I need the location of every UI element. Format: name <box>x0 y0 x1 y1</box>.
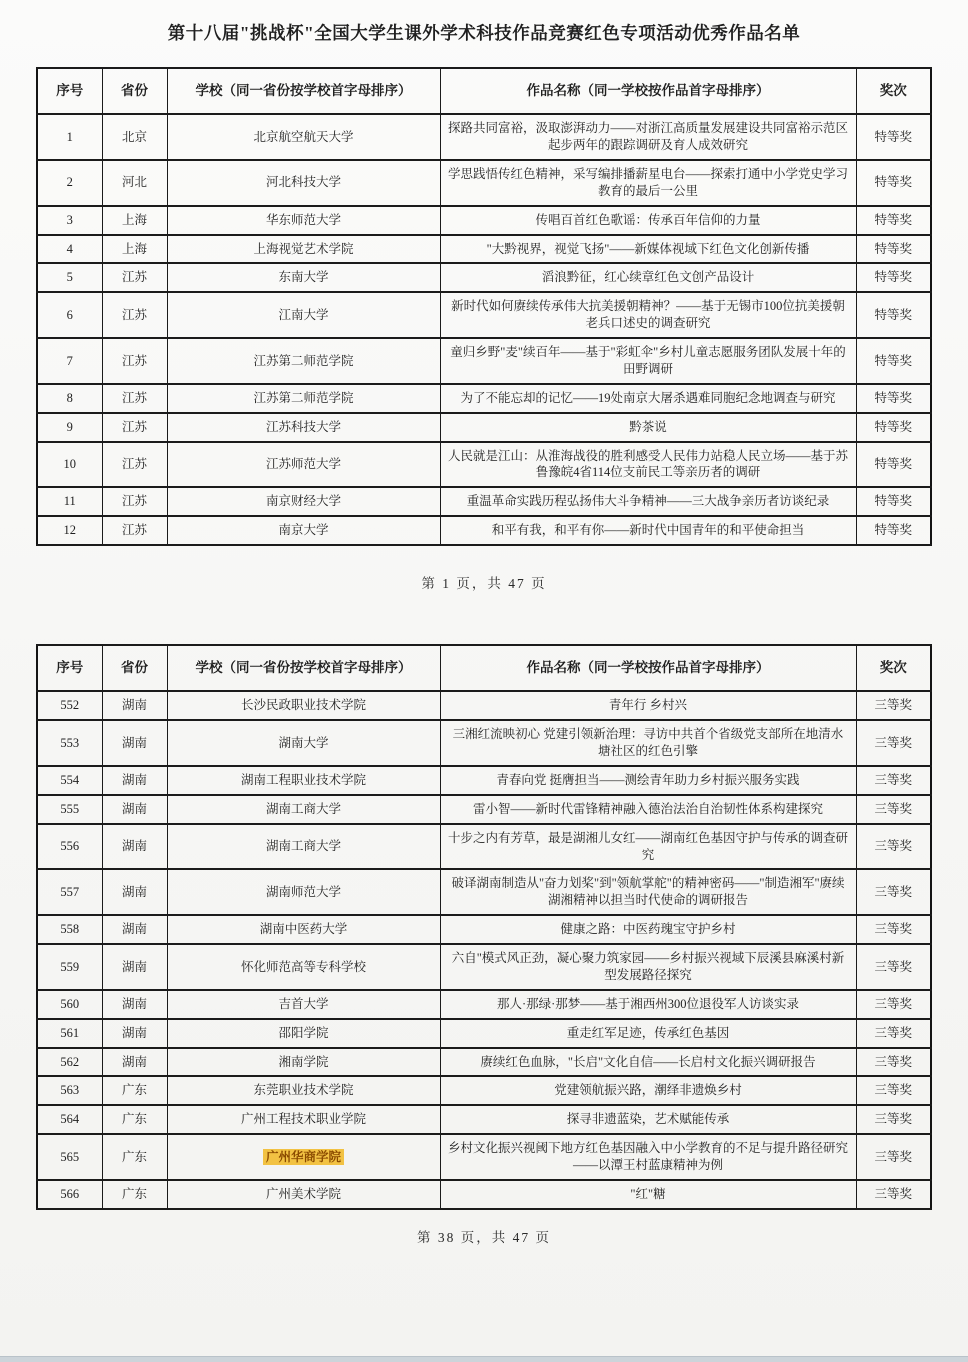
highlighted-school: 广州华商学院 <box>263 1149 344 1165</box>
cell-no: 558 <box>37 915 102 944</box>
table-row <box>37 691 931 720</box>
table-row <box>37 442 931 488</box>
cell-no: 566 <box>37 1180 102 1209</box>
table-row <box>37 766 931 795</box>
table-row <box>37 235 931 264</box>
table-row <box>37 1134 931 1180</box>
cell-province: 上海 <box>102 206 167 235</box>
cell-work: 那人·那绿·那梦——基于湘西州300位退役军人访谈实录 <box>440 990 856 1019</box>
cell-school: 南京财经大学 <box>167 487 440 516</box>
table-header <box>37 68 931 114</box>
cell-province: 江苏 <box>102 442 167 488</box>
table-row <box>37 915 931 944</box>
cell-work: 学思践悟传红色精神，采写编排播薪星电台——探索打通中小学党史学习教育的最后一公里 <box>440 160 856 206</box>
cell-school: 江苏师范大学 <box>167 442 440 488</box>
cell-award: 特等奖 <box>856 413 931 442</box>
cell-school <box>167 1134 440 1180</box>
header-school: 学校（同一省份按学校首字母排序） <box>167 645 440 691</box>
cell-award: 特等奖 <box>856 160 931 206</box>
cell-no: 5 <box>37 263 102 292</box>
award-table-page38 <box>36 644 932 1210</box>
cell-award: 特等奖 <box>856 384 931 413</box>
page-number-footer-1: 第 1 页，共 47 页 <box>421 576 547 592</box>
cell-work: 赓续红色血脉，"长启"文化自信——长启村文化振兴调研报告 <box>440 1048 856 1077</box>
cell-school: 长沙民政职业技术学院 <box>167 691 440 720</box>
cell-work: "红"糖 <box>440 1180 856 1209</box>
cell-province: 广东 <box>102 1076 167 1105</box>
header-work: 作品名称（同一学校按作品首字母排序） <box>440 645 856 691</box>
table-row <box>37 384 931 413</box>
cell-province: 江苏 <box>102 516 167 545</box>
header-no: 序号 <box>37 68 102 114</box>
cell-award: 三等奖 <box>856 1180 931 1209</box>
cell-work: 探路共同富裕，汲取澎湃动力——对浙江高质量发展建设共同富裕示范区起步两年的跟踪调研及育人成效研究 <box>440 114 856 160</box>
cell-school: 江苏第二师范学院 <box>167 338 440 384</box>
cell-school: 南京大学 <box>167 516 440 545</box>
cell-award: 特等奖 <box>856 487 931 516</box>
document-title: 第十八届"挑战杯"全国大学生课外学术科技作品竞赛红色专项活动优秀作品名单 <box>167 23 801 43</box>
cell-award: 特等奖 <box>856 292 931 338</box>
cell-work: 十步之内有芳草，最是湖湘儿女红——湖南红色基因守护与传承的调查研究 <box>440 824 856 870</box>
cell-work: 传唱百首红色歌谣：传承百年信仰的力量 <box>440 206 856 235</box>
cell-province: 江苏 <box>102 292 167 338</box>
header-award: 奖次 <box>856 68 931 114</box>
cell-award: 三等奖 <box>856 869 931 915</box>
table-row <box>37 206 931 235</box>
cell-work: 新时代如何赓续传承伟大抗美援朝精神？——基于无锡市100位抗美援朝老兵口述史的调查研究 <box>440 292 856 338</box>
cell-no: 6 <box>37 292 102 338</box>
cell-school: 湖南工商大学 <box>167 795 440 824</box>
screenshot-bottom-edge <box>0 1356 968 1362</box>
cell-province: 湖南 <box>102 795 167 824</box>
table-body-page38 <box>37 691 931 1209</box>
cell-no: 553 <box>37 720 102 766</box>
cell-province: 湖南 <box>102 766 167 795</box>
cell-no: 560 <box>37 990 102 1019</box>
cell-no: 562 <box>37 1048 102 1077</box>
cell-no: 2 <box>37 160 102 206</box>
cell-province: 湖南 <box>102 1019 167 1048</box>
cell-work: 雷小智——新时代雷锋精神融入德治法治自治韧性体系构建探究 <box>440 795 856 824</box>
cell-no: 563 <box>37 1076 102 1105</box>
cell-province: 广东 <box>102 1105 167 1134</box>
table-header <box>37 645 931 691</box>
cell-no: 555 <box>37 795 102 824</box>
cell-school: 北京航空航天大学 <box>167 114 440 160</box>
cell-award: 特等奖 <box>856 338 931 384</box>
cell-work: 重走红军足迹，传承红色基因 <box>440 1019 856 1048</box>
cell-school: 东南大学 <box>167 263 440 292</box>
cell-no: 11 <box>37 487 102 516</box>
cell-award: 三等奖 <box>856 691 931 720</box>
table-row <box>37 1105 931 1134</box>
cell-province: 湖南 <box>102 990 167 1019</box>
table-row <box>37 338 931 384</box>
cell-work: "大黔视界，视觉飞扬"——新媒体视域下红色文化创新传播 <box>440 235 856 264</box>
cell-province: 湖南 <box>102 824 167 870</box>
cell-school: 怀化师范高等专科学校 <box>167 944 440 990</box>
cell-award: 三等奖 <box>856 795 931 824</box>
cell-school: 东莞职业技术学院 <box>167 1076 440 1105</box>
cell-no: 4 <box>37 235 102 264</box>
cell-no: 10 <box>37 442 102 488</box>
cell-no: 9 <box>37 413 102 442</box>
cell-school: 广州美术学院 <box>167 1180 440 1209</box>
cell-school: 江南大学 <box>167 292 440 338</box>
cell-school: 江苏第二师范学院 <box>167 384 440 413</box>
cell-work: 探寻非遗蓝染，艺术赋能传承 <box>440 1105 856 1134</box>
table-body-page1 <box>37 114 931 545</box>
page-number-footer-2: 第 38 页，共 47 页 <box>417 1229 551 1245</box>
cell-province: 湖南 <box>102 915 167 944</box>
cell-province: 江苏 <box>102 338 167 384</box>
cell-award: 特等奖 <box>856 235 931 264</box>
cell-province: 北京 <box>102 114 167 160</box>
header-work: 作品名称（同一学校按作品首字母排序） <box>440 68 856 114</box>
cell-award: 特等奖 <box>856 263 931 292</box>
cell-award: 三等奖 <box>856 915 931 944</box>
cell-province: 上海 <box>102 235 167 264</box>
table-row <box>37 1048 931 1077</box>
header-province: 省份 <box>102 68 167 114</box>
cell-school: 华东师范大学 <box>167 206 440 235</box>
cell-work: 人民就是江山：从淮海战役的胜利感受人民伟力站稳人民立场——基于苏鲁豫皖4省114位支前民工等亲历者的调研 <box>440 442 856 488</box>
table-row <box>37 869 931 915</box>
cell-award: 三等奖 <box>856 1048 931 1077</box>
cell-province: 湖南 <box>102 869 167 915</box>
cell-school: 湖南中医药大学 <box>167 915 440 944</box>
cell-province: 湖南 <box>102 1048 167 1077</box>
cell-province: 江苏 <box>102 263 167 292</box>
cell-province: 广东 <box>102 1180 167 1209</box>
table-row <box>37 795 931 824</box>
table-row <box>37 413 931 442</box>
cell-no: 554 <box>37 766 102 795</box>
cell-no: 564 <box>37 1105 102 1134</box>
cell-award: 三等奖 <box>856 1134 931 1180</box>
cell-province: 湖南 <box>102 691 167 720</box>
table-row <box>37 944 931 990</box>
cell-work: 青年行 乡村兴 <box>440 691 856 720</box>
cell-school: 上海视觉艺术学院 <box>167 235 440 264</box>
table-row <box>37 1019 931 1048</box>
table-row <box>37 114 931 160</box>
cell-school: 湖南师范大学 <box>167 869 440 915</box>
table-row <box>37 516 931 545</box>
cell-no: 559 <box>37 944 102 990</box>
cell-award: 特等奖 <box>856 442 931 488</box>
cell-award: 三等奖 <box>856 720 931 766</box>
table-row <box>37 263 931 292</box>
table-row <box>37 160 931 206</box>
cell-work: 破译湖南制造从"奋力划桨"到"领航掌舵"的精神密码——"制造湘军"赓续湖湘精神以担当时代使命的调研报告 <box>440 869 856 915</box>
cell-no: 561 <box>37 1019 102 1048</box>
cell-work: 乡村文化振兴视阈下地方红色基因融入中小学教育的不足与提升路径研究——以潭王村蓝康精神为例 <box>440 1134 856 1180</box>
cell-work: 为了不能忘却的记忆——19处南京大屠杀遇难同胞纪念地调查与研究 <box>440 384 856 413</box>
cell-school: 吉首大学 <box>167 990 440 1019</box>
cell-school: 河北科技大学 <box>167 160 440 206</box>
header-province: 省份 <box>102 645 167 691</box>
cell-province: 河北 <box>102 160 167 206</box>
cell-award: 三等奖 <box>856 1105 931 1134</box>
cell-work: 和平有我，和平有你——新时代中国青年的和平使命担当 <box>440 516 856 545</box>
cell-work: 青春向党 挺膺担当——测绘青年助力乡村振兴服务实践 <box>440 766 856 795</box>
cell-province: 江苏 <box>102 487 167 516</box>
cell-work: 滔浪黔征，红心续章红色文创产品设计 <box>440 263 856 292</box>
cell-no: 556 <box>37 824 102 870</box>
cell-no: 557 <box>37 869 102 915</box>
header-no: 序号 <box>37 645 102 691</box>
table-row <box>37 1180 931 1209</box>
cell-award: 三等奖 <box>856 1076 931 1105</box>
cell-school: 邵阳学院 <box>167 1019 440 1048</box>
cell-province: 广东 <box>102 1134 167 1180</box>
page-gap <box>0 592 968 644</box>
cell-award: 特等奖 <box>856 206 931 235</box>
cell-award: 三等奖 <box>856 944 931 990</box>
cell-award: 三等奖 <box>856 766 931 795</box>
cell-award: 三等奖 <box>856 990 931 1019</box>
cell-no: 7 <box>37 338 102 384</box>
cell-award: 特等奖 <box>856 114 931 160</box>
header-school: 学校（同一省份按学校首字母排序） <box>167 68 440 114</box>
cell-work: 六自"模式风正劲，凝心聚力筑家园——乡村振兴视域下辰溪县麻溪村新型发展路径探究 <box>440 944 856 990</box>
cell-no: 12 <box>37 516 102 545</box>
cell-school: 江苏科技大学 <box>167 413 440 442</box>
header-award: 奖次 <box>856 645 931 691</box>
cell-school: 湖南大学 <box>167 720 440 766</box>
cell-award: 三等奖 <box>856 824 931 870</box>
table-row <box>37 1076 931 1105</box>
cell-no: 3 <box>37 206 102 235</box>
cell-no: 565 <box>37 1134 102 1180</box>
cell-work: 健康之路：中医药瑰宝守护乡村 <box>440 915 856 944</box>
table-row <box>37 720 931 766</box>
header-row <box>37 645 931 691</box>
cell-province: 湖南 <box>102 944 167 990</box>
cell-work: 童归乡野"麦"续百年——基于"彩虹伞"乡村儿童志愿服务团队发展十年的田野调研 <box>440 338 856 384</box>
cell-award: 三等奖 <box>856 1019 931 1048</box>
cell-province: 湖南 <box>102 720 167 766</box>
table-row <box>37 990 931 1019</box>
cell-no: 8 <box>37 384 102 413</box>
cell-school: 湖南工商大学 <box>167 824 440 870</box>
cell-school: 广州工程技术职业学院 <box>167 1105 440 1134</box>
award-table-page1 <box>36 67 932 546</box>
cell-school: 湖南工程职业技术学院 <box>167 766 440 795</box>
cell-work: 三湘红流映初心 党建引领新治理：寻访中共首个省级党支部所在地清水塘社区的红色引擎 <box>440 720 856 766</box>
cell-work: 党建领航振兴路，潮绎非遗焕乡村 <box>440 1076 856 1105</box>
cell-province: 江苏 <box>102 384 167 413</box>
cell-province: 江苏 <box>102 413 167 442</box>
cell-work: 黔茶说 <box>440 413 856 442</box>
cell-work: 重温革命实践历程弘扬伟大斗争精神——三大战争亲历者访谈纪录 <box>440 487 856 516</box>
table-row <box>37 292 931 338</box>
table-row <box>37 824 931 870</box>
table-row <box>37 487 931 516</box>
cell-school: 湘南学院 <box>167 1048 440 1077</box>
cell-no: 1 <box>37 114 102 160</box>
cell-award: 特等奖 <box>856 516 931 545</box>
cell-no: 552 <box>37 691 102 720</box>
header-row <box>37 68 931 114</box>
